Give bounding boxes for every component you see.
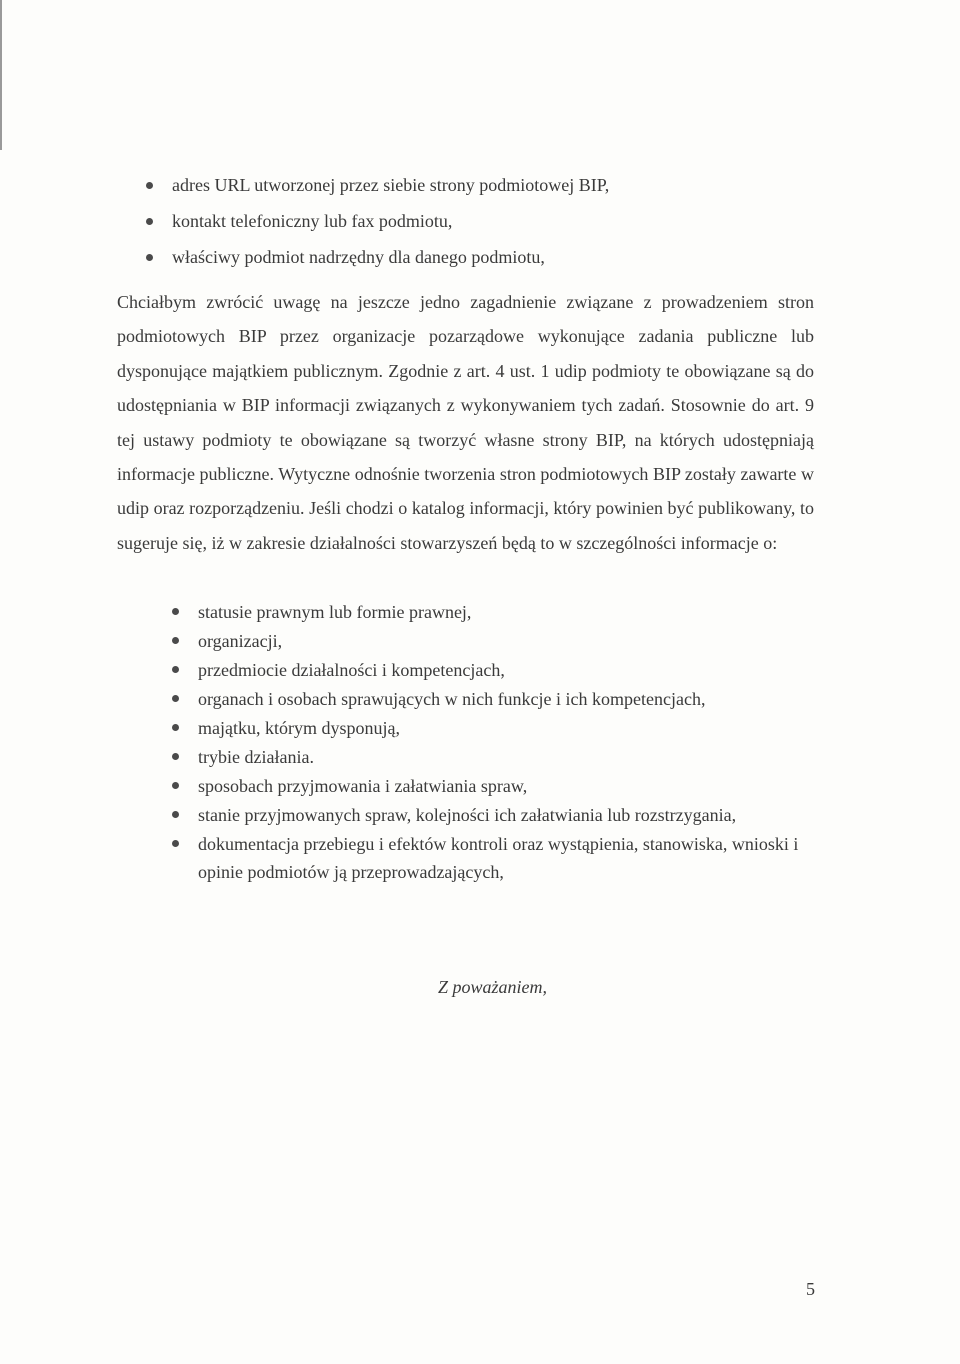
bullet-icon — [172, 811, 179, 818]
list-item: przedmiocie działalności i kompetencjach, — [172, 656, 822, 685]
bullet-icon — [172, 840, 179, 847]
page-number: 5 — [806, 1279, 815, 1299]
bullet-icon — [146, 182, 153, 189]
list-item: właściwy podmiot nadrzędny dla danego podmiotu, — [146, 248, 846, 284]
bullet-icon — [172, 753, 179, 760]
list-item: stanie przyjmowanych spraw, kolejności ich załatwiania lub rozstrzygania, — [172, 801, 822, 830]
list-item: organach i osobach sprawujących w nich funkcje i ich kompetencjach, — [172, 685, 822, 714]
bullet-icon — [172, 608, 179, 615]
list-item: dokumentacja przebiegu i efektów kontroli oraz wystąpienia, stanowiska, wnioski i opinie podmiotów ją przeprowadzających, — [172, 830, 822, 886]
bullet-icon — [146, 254, 153, 261]
bullet-icon — [146, 218, 153, 225]
bullet-icon — [172, 666, 179, 673]
list-item: sposobach przyjmowania i załatwiania spraw, — [172, 772, 822, 801]
bullet-icon — [172, 695, 179, 702]
bip-data-list — [146, 176, 846, 284]
list-item: kontakt telefoniczny lub fax podmiotu, — [146, 212, 846, 248]
body-paragraph: Chciałbym zwrócić uwagę na jeszcze jedno zagadnienie związane z prowadzeniem stron podmiotowych BIP przez organizacje pozarządowe wykonujące zadania publiczne lub dysponujące majątkiem publicznym. Zgodnie z art. 4 ust. 1 udip podmioty te obowiązane są do udostępniania w BIP informacji związanych z wykonywaniem tych zadań. Stosownie do art. 9 tej ustawy podmioty te obowiązane są tworzyć własne strony BIP, na których udostępniają informacje publiczne. Wytyczne odnośnie tworzenia stron podmiotowych BIP zostały zawarte w udip oraz rozporządzeniu. Jeśli chodzi o katalog informacji, który powinien być publikowany, to sugeruje się, iż w zakresie działalności stowarzyszeń będą to w szczególności informacje o: — [117, 292, 814, 553]
information-catalog-list — [172, 598, 822, 886]
list-item: statusie prawnym lub formie prawnej, — [172, 598, 822, 627]
list-item: majątku, którym dysponują, — [172, 714, 822, 743]
list-item: adres URL utworzonej przez siebie strony podmiotowej BIP, — [146, 176, 846, 212]
bullet-icon — [172, 637, 179, 644]
scan-page-edge — [0, 0, 2, 150]
list-item: trybie działania. — [172, 743, 822, 772]
list-item: organizacji, — [172, 627, 822, 656]
closing-salutation: Z poważaniem, — [438, 977, 548, 997]
bullet-icon — [172, 782, 179, 789]
bullet-icon — [172, 724, 179, 731]
